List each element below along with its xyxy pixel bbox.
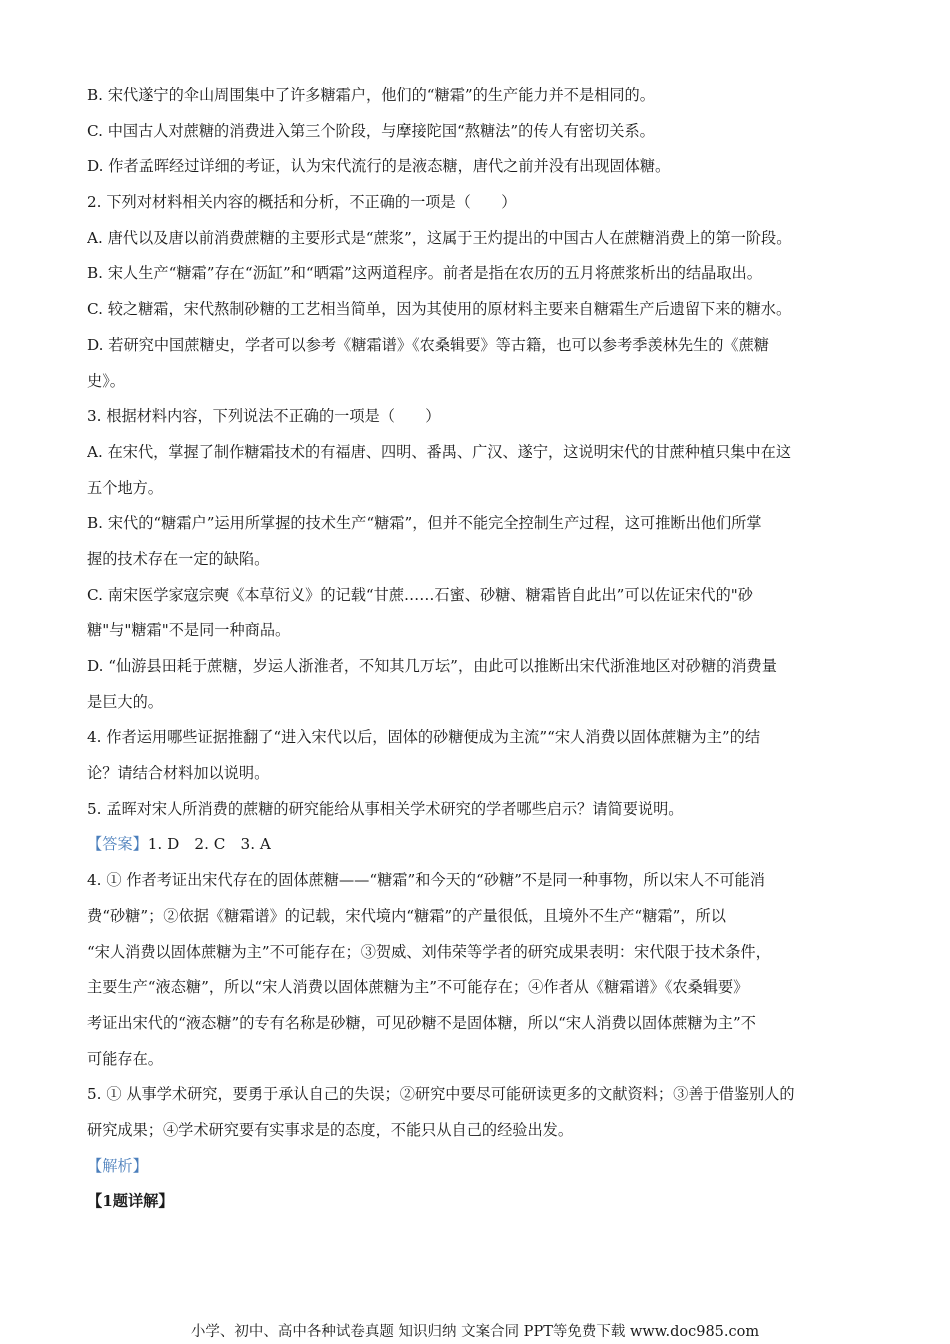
detail-heading: 【1题详解】	[87, 1192, 174, 1211]
answer-line: 主要生产“液态糖”，所以“宋人消费以固体蔗糖为主”不可能存在；④作者从《糖霜谱》《农桑辑要》	[87, 978, 749, 997]
question-line: 4. 作者运用哪些证据推翻了“进入宋代以后，固体的砂糖便成为主流”“宋人消费以固体蔗糖为主”的结	[87, 728, 761, 747]
answer-line: 4. ① 作者考证出宋代存在的固体蔗糖——“糖霜”和今天的“砂糖”不是同一种事物，所以宋人不可能消	[87, 871, 765, 890]
answer-line: 研究成果；④学术研究要有实事求是的态度，不能只从自己的经验出发。	[87, 1120, 573, 1139]
option-line: 握的技术存在一定的缺陷。	[87, 549, 270, 568]
option-line: D. “仙游县田耗于蔗糖，岁运人浙淮者，不知其几万坛”，由此可以推断出宋代浙淮地区对砂糖的消费量	[87, 657, 777, 675]
analysis-line	[87, 1149, 877, 1185]
question-line: 3. 根据材料内容，下列说法不正确的一项是（ ）	[87, 407, 441, 426]
answer-values: 1. D 2. C 3. A	[147, 835, 271, 854]
option-line: 是巨大的。	[87, 692, 163, 711]
option-line: 史》。	[87, 371, 125, 390]
option-line: 五个地方。	[87, 478, 163, 497]
option-line: C. 中国古人对蔗糖的消费进入第三个阶段，与摩接陀国“熬糖法”的传人有密切关系。	[87, 121, 655, 140]
answer-summary-line	[87, 827, 877, 863]
option-line: 糖"与"糖霜"不是同一种商品。	[87, 621, 291, 640]
option-line: B. 宋人生产“糖霜”存在“沥缸”和“晒霜”这两道程序。前者是指在农历的五月将蔗浆析出的结晶取出。	[87, 264, 762, 283]
option-line: B. 宋代遂宁的伞山周围集中了许多糖霜户，他们的“糖霜”的生产能力并不是相同的。	[87, 86, 655, 104]
option-line: B. 宋代的“糖霜户”运用所掌握的技术生产“糖霜”，但并不能完全控制生产过程，这可推断出他们所掌	[87, 514, 762, 533]
page-footer: 小学、初中、高中各种试卷真题 知识归纳 文案合同 PPT等免费下载 www.doc985.com	[190, 1324, 760, 1340]
question-line: 5. 孟晖对宋人所消费的蔗糖的研究能给从事相关学术研究的学者哪些启示？请简要说明。	[87, 799, 684, 818]
answer-line: 可能存在。	[87, 1049, 163, 1068]
analysis-tag: 【解析】	[87, 1156, 148, 1175]
option-line: A. 唐代以及唐以前消费蔗糖的主要形式是“蔗浆”，这属于王灼提出的中国古人在蔗糖消费上的第一阶段。	[87, 228, 792, 247]
answer-line: 考证出宋代的“液态糖”的专有名称是砂糖，可见砂糖不是固体糖，所以“宋人消费以固体蔗糖为主”不	[87, 1013, 756, 1032]
answer-line: 费“砂糖”；②依据《糖霜谱》的记载，宋代境内“糖霜”的产量很低，且境外不生产“糖霜”，所以	[87, 906, 726, 925]
answer-tag: 【答案】	[87, 835, 148, 854]
option-line: D. 作者孟晖经过详细的考证，认为宋代流行的是液态糖，唐代之前并没有出现固体糖。	[87, 157, 671, 176]
option-line: C. 较之糖霜，宋代熬制砂糖的工艺相当简单，因为其使用的原材料主要来自糖霜生产后遗留下来的糖水。	[87, 300, 792, 319]
option-line: D. 若研究中国蔗糖史，学者可以参考《糖霜谱》《农桑辑要》等古籍，也可以参考季羡林先生的《蔗糖	[87, 335, 769, 354]
option-line: A. 在宋代，掌握了制作糖霜技术的有福唐、四明、番禺、广汉、遂宁，这说明宋代的甘蔗种植只集中在这	[87, 442, 792, 461]
question-line: 2. 下列对材料相关内容的概括和分析，不正确的一项是（ ）	[87, 193, 517, 212]
answer-line: “宋人消费以固体蔗糖为主”不可能存在；③贺威、刘伟荣等学者的研究成果表明：宋代限于技术条件，	[87, 942, 771, 961]
answer-line: 5. ① 从事学术研究，要勇于承认自己的失误；②研究中要尽可能研读更多的文献资料；③善于借鉴别人的	[87, 1085, 795, 1104]
option-line: C. 南宋医学家寇宗奭《本草衍义》的记载“甘蔗……石蜜、砂糖、糖霜皆自此出”可以佐证宋代的"砂	[87, 585, 753, 604]
document-body	[87, 78, 877, 1220]
question-line: 论？请结合材料加以说明。	[87, 764, 270, 783]
